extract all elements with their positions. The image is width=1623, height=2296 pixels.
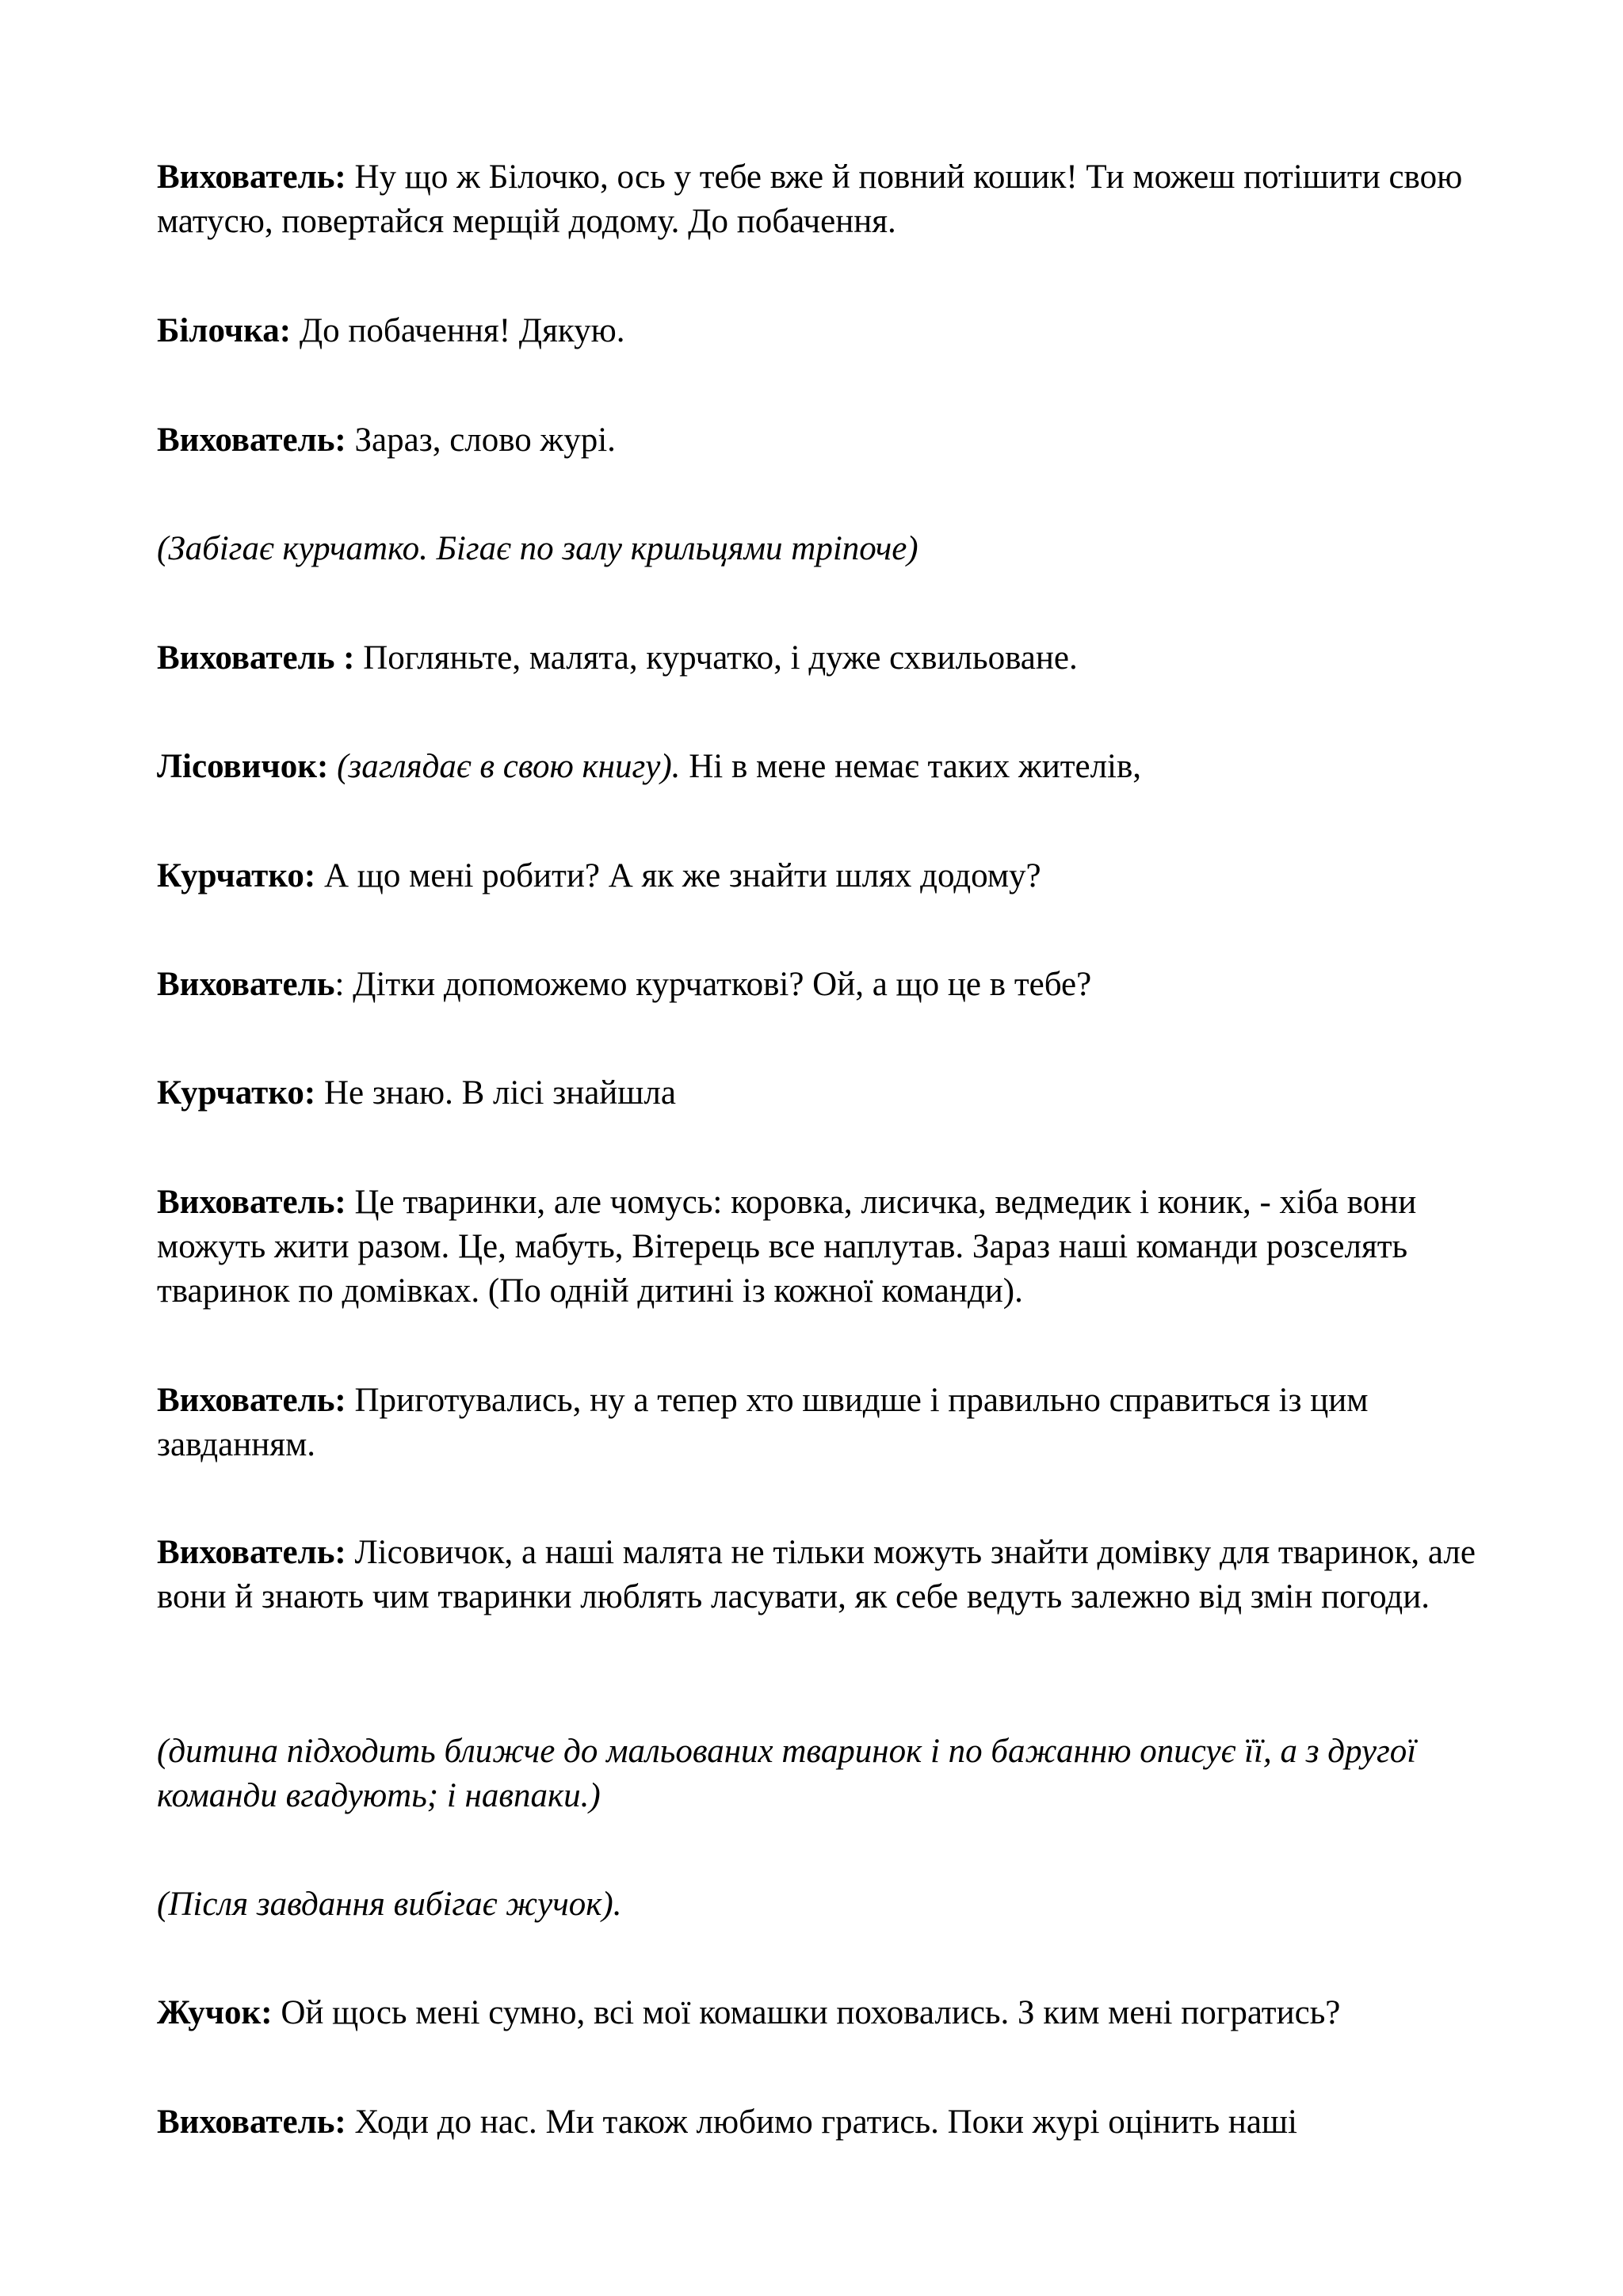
speaker-label: Курчатко:	[157, 1074, 316, 1112]
dialogue-text: Не знаю. В лісі знайшла	[315, 1074, 676, 1112]
paragraph-10	[157, 1180, 1488, 1314]
speaker-label: Вихователь:	[157, 2103, 346, 2141]
dialogue-text: Ну що ж Білочко, ось у тебе вже й повний кошик! Ти можеш потішити свою матусю, повертайся мерщій додому. До побачення.	[157, 158, 1463, 240]
speaker-label: Вихователь:	[157, 1534, 346, 1571]
dialogue-text: Погляньте, малята, курчатко, і дуже схвильоване.	[354, 639, 1078, 677]
dialogue-text: Лісовичок, а наші малята не тільки можуть знайти домівку для тваринок, але вони й знають чим тваринки люблять ласувати, як себе ведуть залежно від змін погоди.	[157, 1534, 1476, 1615]
paragraph-7	[157, 854, 1488, 898]
paragraph-11	[157, 1379, 1488, 1467]
speaker-label: Вихователь:	[157, 421, 346, 459]
paragraph-15	[157, 1991, 1488, 2035]
dialogue-text: А що мені робити? А як же знайти шлях додому?	[315, 857, 1041, 894]
stage-direction-2: (дитина підходить ближче до мальованих тваринок і по бажанню описує її, а з другої команди вгадують; і навпаки.)	[157, 1733, 1417, 1814]
paragraph-6	[157, 745, 1488, 789]
paragraph-3	[157, 418, 1488, 463]
dialogue-text: Ходи до нас. Ми також любимо гратись. Поки журі оцінить наші	[346, 2103, 1297, 2141]
speaker-label: Білочка:	[157, 312, 292, 349]
dialogue-text: Ой щось мені сумно, всі мої комашки поховались. З ким мені погратись?	[272, 1994, 1341, 2031]
paragraph-2	[157, 309, 1488, 353]
paragraph-8	[157, 963, 1488, 1007]
speaker-label: Курчатко:	[157, 857, 316, 894]
dialogue-text: Приготувались, ну а тепер хто швидше і правильно справиться із цим завданням.	[157, 1382, 1369, 1463]
speaker-label: Вихователь :	[157, 639, 355, 677]
dialogue-text: Це тваринки, але чомусь: коровка, лисичка, ведмедик і коник, - хіба вони можуть жити разом. Це, мабуть, Вітерець все наплутав. Зараз наші команди розселять тваринок по домівках. (По одній дитині із кожної команди).	[157, 1184, 1417, 1310]
stage-direction-1: (Забігає курчатко. Бігає по залу крильцями тріпоче)	[157, 530, 918, 567]
speaker-label: Вихователь:	[157, 158, 346, 196]
paragraph-1	[157, 155, 1488, 244]
paragraph-5	[157, 636, 1488, 681]
dialogue-text: Ні в мене немає таких жителів,	[680, 748, 1142, 785]
inline-stage-direction: (заглядає в свою книгу).	[328, 748, 681, 785]
speaker-label: Вихователь:	[157, 1382, 346, 1419]
paragraph-16	[157, 2100, 1488, 2145]
paragraph-9	[157, 1071, 1488, 1116]
speaker-label: Жучок:	[157, 1994, 273, 2031]
dialogue-text: До побачення! Дякую.	[291, 312, 625, 349]
speaker-label: Вихователь:	[157, 1184, 346, 1221]
paragraph-12	[157, 1531, 1488, 1619]
dialogue-text: : Дітки допоможемо курчаткові? Ой, а що це в тебе?	[334, 966, 1092, 1003]
speaker-label: Лісовичок:	[157, 748, 329, 785]
dialogue-text: Зараз, слово журі.	[346, 421, 616, 459]
stage-direction-3: (Після завдання вибігає жучок).	[157, 1886, 622, 1923]
speaker-label: Вихователь	[157, 966, 335, 1003]
